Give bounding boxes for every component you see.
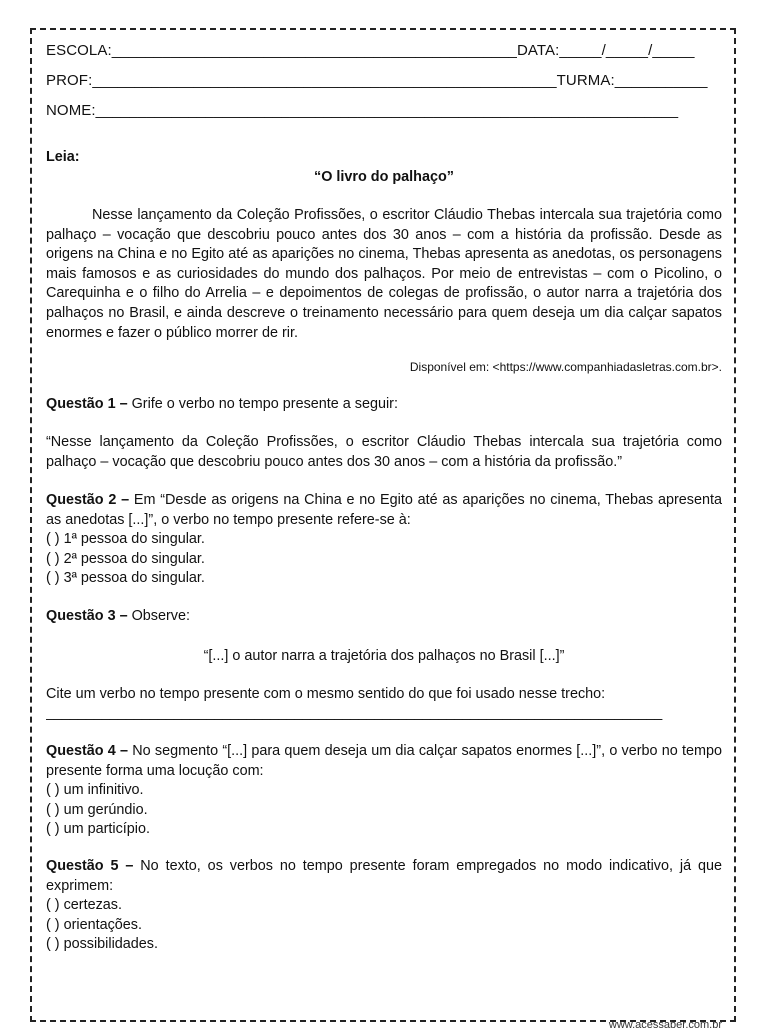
question-3-answer-line[interactable]: _____________________________________________________________________________ bbox=[46, 705, 663, 721]
question-2-text: Em “Desde as origens na China e no Egito até as aparições no cinema, Thebas apresenta as anedotas [...]”, o verbo no tempo presente refere-se à: bbox=[46, 492, 722, 528]
source-citation: Disponível em: <https://www.companhiadasletras.com.br>. bbox=[409, 360, 722, 374]
question-1 bbox=[46, 395, 722, 415]
question-5 bbox=[46, 857, 722, 955]
question-5-text: No texto, os verbos no tempo presente foram empregados no modo indicativo, já que exprimem: bbox=[46, 858, 722, 894]
read-label: Leia: bbox=[46, 149, 80, 165]
question-4-text: No segmento “[...] para quem deseja um dia calçar sapatos enormes [...]”, o verbo no tempo presente forma uma locução com: bbox=[46, 743, 722, 779]
question-3 bbox=[46, 607, 722, 627]
question-1-quote: “Nesse lançamento da Coleção Profissões, o escritor Cláudio Thebas intercala sua trajetória como palhaço – vocação que descobriu pouco antes dos 30 anos – com a história da profissão.” bbox=[46, 434, 722, 470]
question-5-option-1[interactable]: ( ) certezas. bbox=[46, 897, 122, 914]
question-4-label: Questão 4 – bbox=[46, 743, 129, 759]
teacher-field[interactable]: PROF:_______________________________________________________TURMA:___________ bbox=[46, 72, 708, 89]
text-title: “O livro do palhaço” bbox=[314, 169, 454, 185]
name-field[interactable]: NOME:_____________________________________________________________________ bbox=[46, 102, 679, 119]
question-5-option-2[interactable]: ( ) orientações. bbox=[46, 916, 142, 933]
question-2-option-3[interactable]: ( ) 3ª pessoa do singular. bbox=[46, 570, 205, 587]
question-2-option-2[interactable]: ( ) 2ª pessoa do singular. bbox=[46, 550, 205, 567]
question-2-option-1[interactable]: ( ) 1ª pessoa do singular. bbox=[46, 531, 205, 548]
question-4-option-1[interactable]: ( ) um infinitivo. bbox=[46, 782, 144, 799]
question-1-label: Questão 1 – bbox=[46, 396, 128, 412]
question-4-option-2[interactable]: ( ) um gerúndio. bbox=[46, 801, 148, 818]
question-1-text: Grife o verbo no tempo presente a seguir: bbox=[127, 396, 398, 412]
question-3-prompt: Cite um verbo no tempo presente com o mesmo sentido do que foi usado nesse trecho: bbox=[46, 686, 606, 702]
question-5-option-3[interactable]: ( ) possibilidades. bbox=[46, 936, 158, 953]
question-3-quote: “[...] o autor narra a trajetória dos palhaços no Brasil [...]” bbox=[203, 648, 565, 664]
question-4 bbox=[46, 742, 722, 840]
school-field[interactable]: ESCOLA:________________________________________________DATA:_____/_____/_____ bbox=[46, 42, 695, 59]
footer-website: www.acessaber.com.br bbox=[608, 1019, 722, 1031]
passage-text: Nesse lançamento da Coleção Profissões, o escritor Cláudio Thebas intercala sua trajetória como palhaço – vocação que descobriu pouco antes dos 30 anos – com a história da profissão. Desde as origens na China e no Egito até as aparições no cinema, Thebas apresenta as anedotas, os personagens mais famosos e as curiosidades do mundo dos palhaços. Por meio de entrevistas – com o Picolino, o Carequinha e o filho do Arrelia – e depoimentos de colegas de profissão, o autor narra a trajetória dos palhaços no Brasil, e ainda descreve o treinamento necessário para quem deseja um dia calçar sapatos enormes e fazer o público morrer de rir. bbox=[46, 207, 722, 341]
question-2-label: Questão 2 – bbox=[46, 492, 130, 508]
question-5-label: Questão 5 – bbox=[46, 858, 134, 874]
question-3-label: Questão 3 – bbox=[46, 608, 128, 624]
question-3-text: Observe: bbox=[127, 608, 190, 624]
question-4-option-3[interactable]: ( ) um particípio. bbox=[46, 821, 150, 838]
question-2 bbox=[46, 491, 722, 589]
